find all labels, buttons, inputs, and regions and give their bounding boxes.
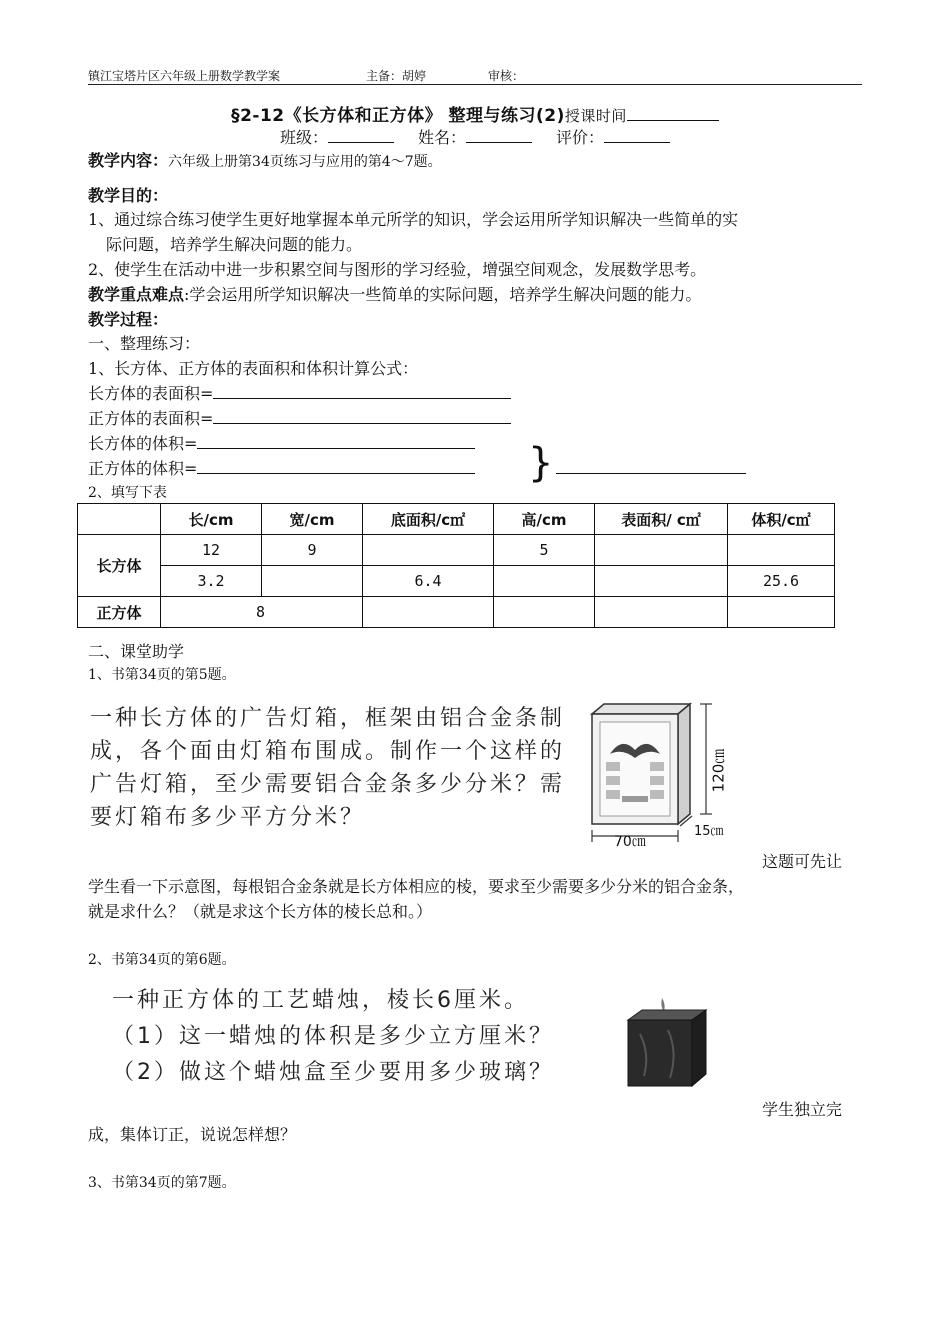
- note-2-line-1: 学生独立完: [762, 1100, 843, 1119]
- class-blank[interactable]: [328, 128, 394, 143]
- formula-blank-1[interactable]: [213, 383, 511, 399]
- table-cell[interactable]: [262, 566, 363, 597]
- table-cell[interactable]: [595, 566, 728, 597]
- key-label: 教学重点难点: [88, 285, 185, 304]
- class-label: 班级：: [279, 128, 328, 147]
- problem-5-text: 一种长方体的广告灯箱，框架由铝合金条制 成，各个面由灯箱布围成。制作一个这样的 广告灯箱，至少需要铝合金条多少分米？需 要灯箱布多少平方分米？: [90, 706, 566, 830]
- name-label: 姓名：: [417, 128, 466, 147]
- content-text: 六年级上册第34页练习与应用的第4～7题。: [168, 154, 442, 170]
- name-blank[interactable]: [466, 128, 532, 143]
- table-cell[interactable]: [728, 535, 835, 566]
- dim-width-label: 70㎝: [614, 834, 646, 850]
- col-length: 长/cm: [161, 504, 262, 535]
- formula-cube-area: 正方体的表面积=: [88, 406, 511, 429]
- table-cell[interactable]: [363, 535, 494, 566]
- fill-in-table: [77, 503, 835, 628]
- time-blank[interactable]: [627, 106, 719, 121]
- formula-blank-3[interactable]: [197, 433, 475, 449]
- col-base-area: 底面积/c㎡: [363, 504, 494, 535]
- key-points: [88, 282, 701, 305]
- teaching-content: 教学内容：六年级上册第34页练习与应用的第4～7题。: [88, 151, 442, 170]
- formula-cuboid-volume: 长方体的体积=: [88, 431, 475, 454]
- dim-depth-label: 15㎝: [694, 824, 724, 839]
- table-question: 2、填写下表: [88, 485, 167, 501]
- formula-blank-combined[interactable]: [556, 458, 746, 474]
- table-cell[interactable]: [728, 597, 835, 628]
- problem-6-ref: 2、书第34页的第6题。: [88, 952, 236, 968]
- section-1-heading: 一、整理练习：: [88, 334, 201, 353]
- eval-blank[interactable]: [604, 128, 670, 143]
- note-1-line-1: 这题可先让: [762, 852, 843, 871]
- cube-edge-cell[interactable]: 8: [161, 597, 363, 628]
- key-text: :学会运用所学知识解决一些简单的实际问题，培养学生解决问题的能力。: [184, 285, 702, 304]
- note-2-line-2: 成，集体订正，说说怎样想？: [88, 1125, 297, 1144]
- formula-cuboid-area: 长方体的表面积=: [88, 381, 511, 404]
- dim-height-label: 120㎝: [709, 748, 728, 793]
- goals-heading: 教学目的：: [88, 186, 169, 205]
- table-cell[interactable]: 12: [161, 535, 262, 566]
- formula-cube-volume: 正方体的体积=: [88, 456, 475, 479]
- table-cell[interactable]: [595, 535, 728, 566]
- lesson-title: [0, 101, 950, 126]
- student-info-row: [0, 125, 950, 148]
- time-label: 授课时间: [564, 107, 627, 125]
- title-main: §2-12《长方体和正方体》 整理与练习(2): [231, 106, 565, 126]
- formula-blank-2[interactable]: [213, 408, 511, 424]
- goal-1-line-2: 际问题，培养学生解决问题的能力。: [106, 235, 363, 254]
- process-heading: 教学过程：: [88, 310, 169, 329]
- table-cell[interactable]: [494, 566, 595, 597]
- table-row: [78, 566, 835, 597]
- formula-question: 1、长方体、正方体的表面积和体积计算公式：: [88, 359, 419, 378]
- table-cell[interactable]: 3.2: [161, 566, 262, 597]
- table-cell[interactable]: 9: [262, 535, 363, 566]
- school-name: 镇江宝塔片区六年级上册数学教学案: [88, 69, 281, 83]
- col-surface-area: 表面积/ c㎡: [595, 504, 728, 535]
- col-height: 高/cm: [494, 504, 595, 535]
- problem-7-ref: 3、书第34页的第7题。: [88, 1175, 236, 1191]
- note-1-line-3: 就是求什么？（就是求这个长方体的棱长总和。）: [88, 902, 433, 921]
- eval-label: 评价：: [556, 128, 605, 147]
- preparer: 主备：胡婷: [366, 69, 427, 83]
- section-2-heading: 二、课堂助学: [88, 642, 185, 661]
- problem-5-ref: 1、书第34页的第5题。: [88, 667, 236, 683]
- goal-1-line-1: 1、通过综合练习使学生更好地掌握本单元所学的知识，学会运用所学知识解决一些简单的实: [88, 210, 739, 229]
- row-label-cuboid: 长方体: [78, 535, 161, 597]
- content-label: 教学内容: [88, 151, 153, 170]
- formula-blank-4[interactable]: [197, 458, 475, 474]
- table-cell[interactable]: 5: [494, 535, 595, 566]
- table-row: [78, 535, 835, 566]
- row-label-cube: 正方体: [78, 597, 161, 628]
- goal-2: 2、使学生在活动中进一步积累空间与图形的学习经验，增强空间观念，发展数学思考。: [88, 260, 707, 279]
- table-cell[interactable]: 25.6: [728, 566, 835, 597]
- table-header-row: [78, 504, 835, 535]
- table-cell[interactable]: 6.4: [363, 566, 494, 597]
- table-cell[interactable]: [494, 597, 595, 628]
- col-volume: 体积/c㎡: [728, 504, 835, 535]
- table-cell[interactable]: [363, 597, 494, 628]
- note-1-line-2: 学生看一下示意图，每根铝合金条就是长方体相应的棱，要求至少需要多少分米的铝合金条，: [88, 877, 745, 896]
- problem-6-text: 一种正方体的工艺蜡烛，棱长6厘米。 （1）这一蜡烛的体积是多少立方厘米？ （2）做这个蜡烛盒至少要用多少玻璃？: [112, 988, 554, 1085]
- table-cell[interactable]: [595, 597, 728, 628]
- candle-figure: [620, 994, 710, 1090]
- page-header: [88, 66, 862, 85]
- formula-brace: }: [528, 440, 554, 486]
- table-row: [78, 597, 835, 628]
- col-width: 宽/cm: [262, 504, 363, 535]
- reviewer: 审核：: [488, 69, 525, 83]
